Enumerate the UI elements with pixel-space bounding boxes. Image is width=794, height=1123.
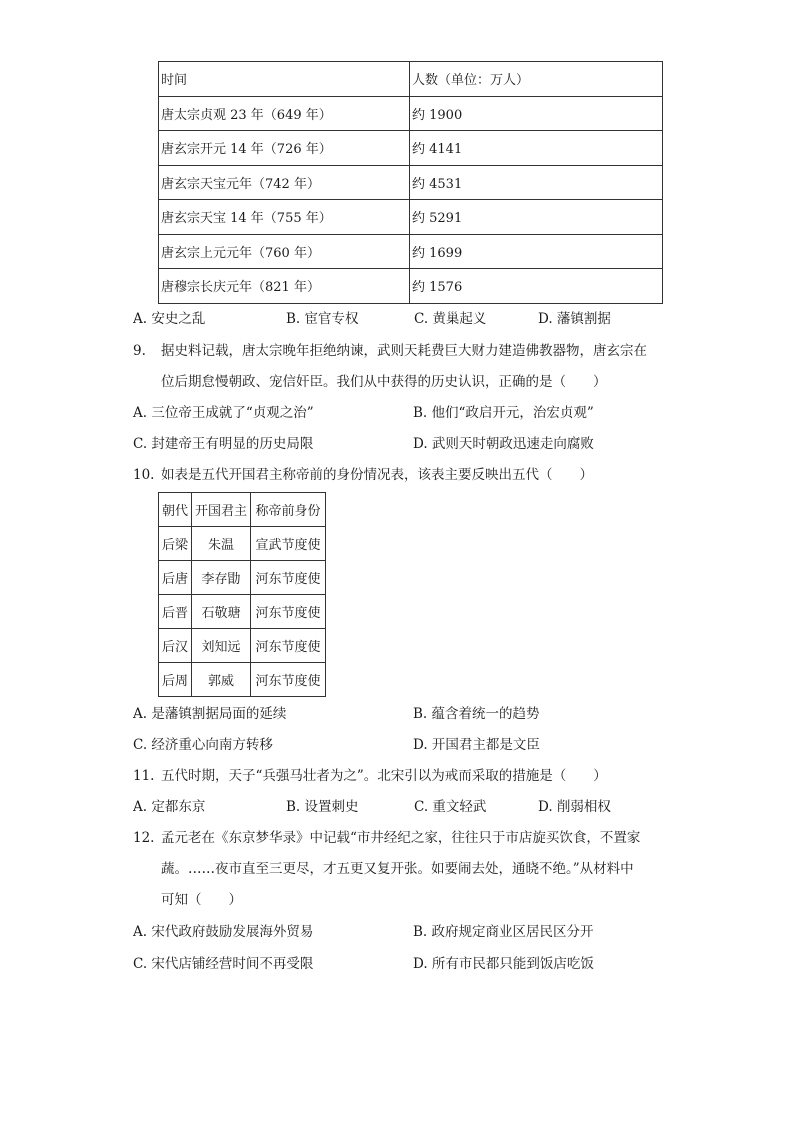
table-cell: 河东节度使 [251,595,326,629]
table-cell: 李存勖 [192,561,251,595]
question-text: 五代时期，天子“兵强马壮者为之”。北宋引以为戒而采取的措施是（ ） [161,768,607,784]
q9-option-a: A. 三位帝王成就了“贞观之治” [133,405,314,421]
table-cell: 约 4531 [410,165,663,200]
table-row [159,96,663,131]
table-row [159,200,663,235]
table-row [159,165,663,200]
table-row [159,663,326,697]
question-number: 12. [133,830,155,846]
q11-option-c: C. 重文轻武 [414,799,487,815]
table-header-cell: 称帝前身份 [251,493,326,527]
q10-option-b: B. 蕴含着统一的趋势 [413,706,540,722]
question-text: 蔬。……夜市直至三更尽，才五更又复开张。如要闹去处，通晓不绝。”从材料中 [161,861,634,877]
q10-option-a: A. 是藩镇割据局面的延续 [133,706,287,722]
table-row [159,269,663,304]
table-cell: 约 1576 [410,269,663,304]
table-cell: 河东节度使 [251,561,326,595]
question-text: 据史料记载，唐太宗晚年拒绝纳谏，武则天耗费巨大财力建造佛教器物，唐玄宗在 [161,343,647,359]
table-cell: 宣武节度使 [251,527,326,561]
q12-option-a: A. 宋代政府鼓励发展海外贸易 [133,924,314,940]
question-number: 10. [133,467,155,483]
table-cell: 后唐 [159,561,192,595]
q8-option-c: C. 黄巢起义 [414,311,487,327]
table-header-cell: 时间 [159,62,410,97]
question-text: 如表是五代开国君主称帝前的身份情况表，该表主要反映出五代（ ） [161,467,593,483]
q11-option-a: A. 定都东京 [133,799,206,815]
table-row [159,234,663,269]
table-header-cell: 朝代 [159,493,192,527]
q12-option-b: B. 政府规定商业区居民区分开 [413,924,594,940]
q12-option-c: C. 宋代店铺经营时间不再受限 [133,956,314,972]
table-header-row [159,493,326,527]
q9-option-c: C. 封建帝王有明显的历史局限 [133,436,314,452]
table-cell: 约 5291 [410,200,663,235]
q11-option-b: B. 设置刺史 [286,799,359,815]
table-cell: 河东节度使 [251,663,326,697]
table-cell: 河东节度使 [251,629,326,663]
question-number: 11. [133,768,155,784]
table-header-cell: 人数（单位：万人） [410,62,663,97]
table-cell: 郭威 [192,663,251,697]
table-row [159,561,326,595]
table-cell: 唐玄宗开元 14 年（726 年） [159,131,410,166]
table-cell: 约 1900 [410,96,663,131]
q8-option-a: A. 安史之乱 [133,311,206,327]
q9-option-b: B. 他们“政启开元，治宏贞观” [413,405,594,421]
q12-option-d: D. 所有市民都只能到饭店吃饭 [413,956,594,972]
table-row [159,629,326,663]
question-text: 孟元老在《东京梦华录》中记载“市井经纪之家，往往只于市店旋买饮食，不置家 [161,830,641,846]
table-header-cell: 开国君主 [192,493,251,527]
table-cell: 唐穆宗长庆元年（821 年） [159,269,410,304]
table-row [159,131,663,166]
table-cell: 朱温 [192,527,251,561]
population-table [158,61,663,304]
table-cell: 后周 [159,663,192,697]
table-cell: 刘知远 [192,629,251,663]
q10-option-d: D. 开国君主都是文臣 [413,737,540,753]
q8-option-b: B. 宦官专权 [286,311,359,327]
table-cell: 约 1699 [410,234,663,269]
dynasty-table [158,492,326,697]
q10-option-c: C. 经济重心向南方转移 [133,737,273,753]
q11-option-d: D. 削弱相权 [538,799,611,815]
table-cell: 后汉 [159,629,192,663]
table-cell: 唐玄宗天宝元年（742 年） [159,165,410,200]
table-cell: 约 4141 [410,131,663,166]
table-header-row [159,62,663,97]
table-row [159,595,326,629]
table-cell: 唐玄宗上元元年（760 年） [159,234,410,269]
table-cell: 唐玄宗天宝 14 年（755 年） [159,200,410,235]
question-number: 9. [133,343,146,359]
table-cell: 后晋 [159,595,192,629]
q9-option-d: D. 武则天时朝政迅速走向腐败 [413,436,594,452]
question-text: 位后期怠慢朝政、宠信奸臣。我们从中获得的历史认识，正确的是（ ） [161,374,607,390]
table-cell: 后梁 [159,527,192,561]
table-cell: 石敬瑭 [192,595,251,629]
table-cell: 唐太宗贞观 23 年（649 年） [159,96,410,131]
table-row [159,527,326,561]
question-text: 可知（ ） [161,892,242,908]
q8-option-d: D. 藩镇割据 [538,311,611,327]
